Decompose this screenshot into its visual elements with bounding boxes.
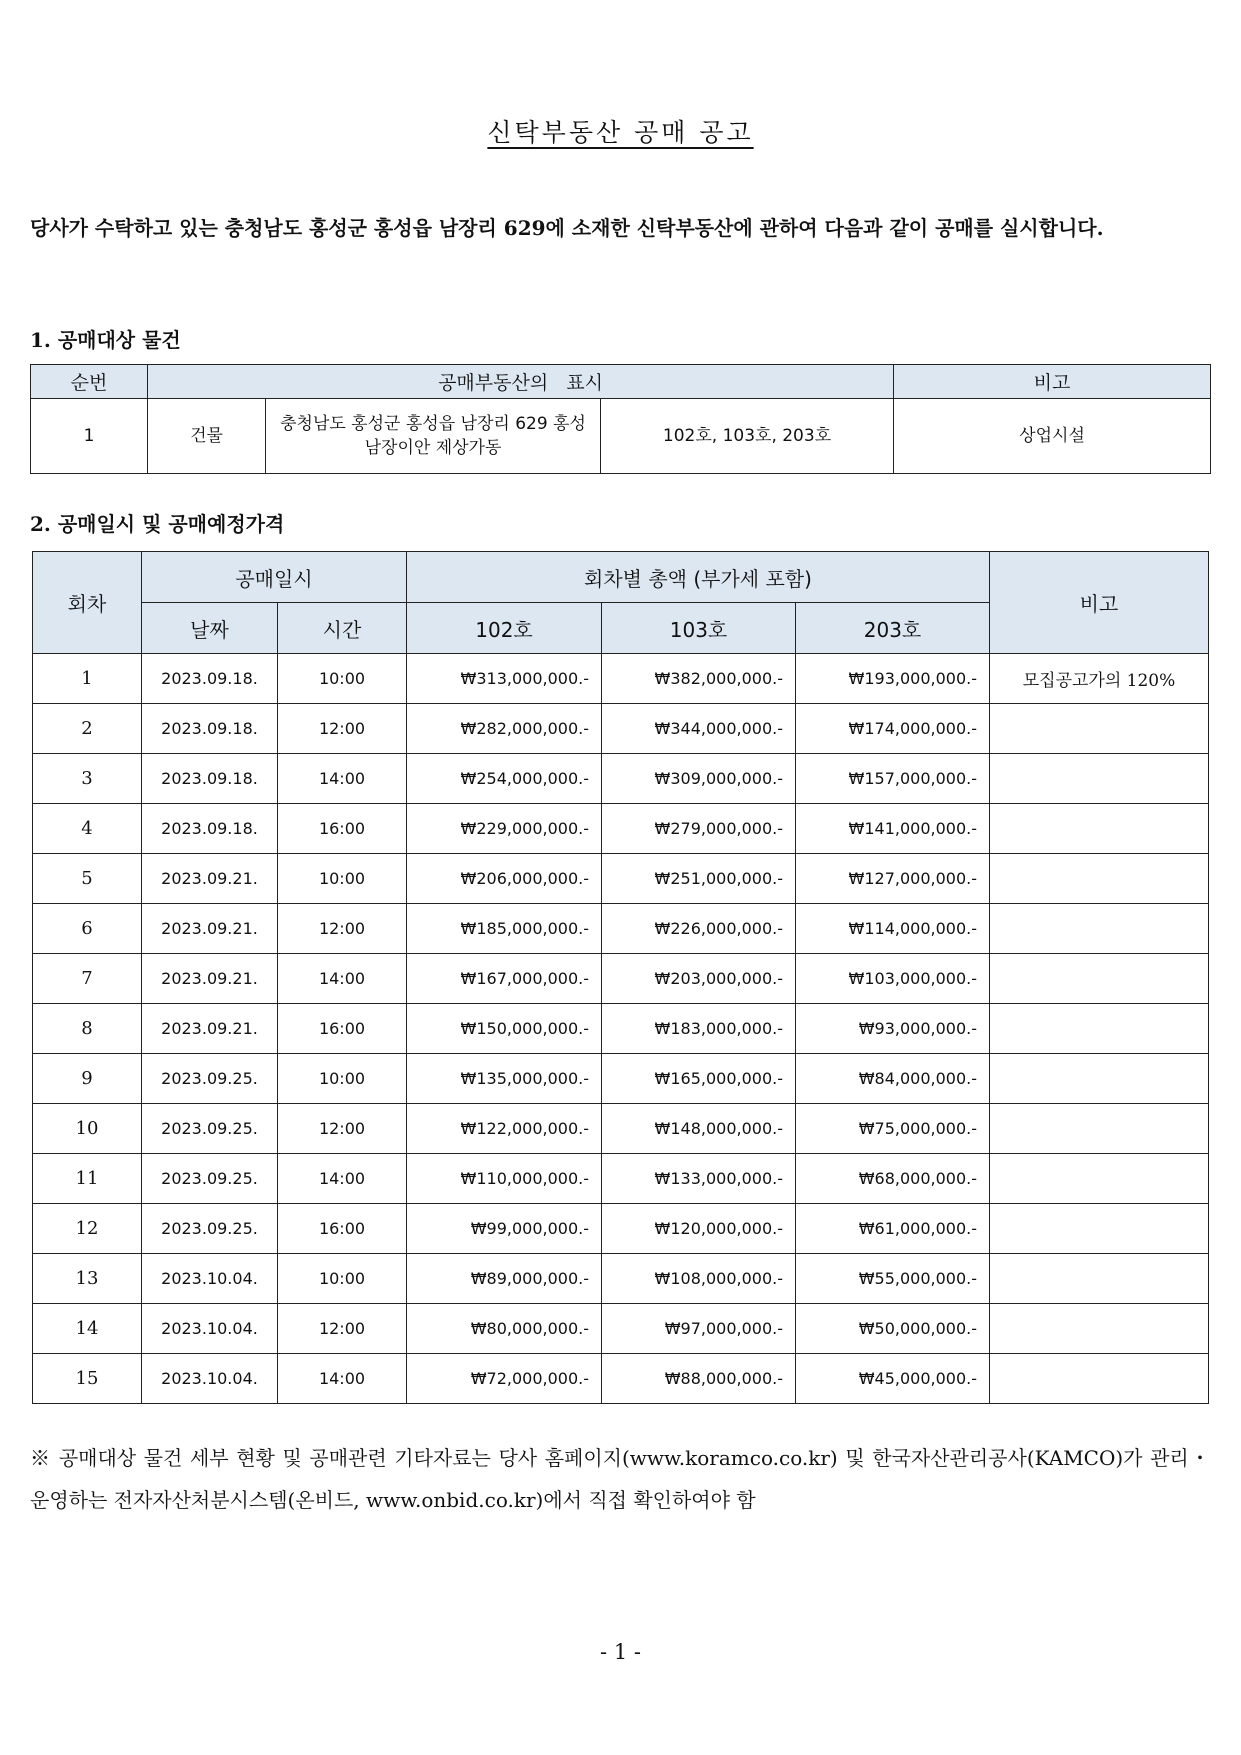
time-cell: 12:00 [278, 1104, 407, 1154]
date-cell: 2023.09.25. [142, 1104, 278, 1154]
header-time: 시간 [278, 603, 407, 654]
header-unit-103: 103호 [602, 603, 796, 654]
price-102-cell: ₩80,000,000.- [407, 1304, 602, 1354]
time-cell: 10:00 [278, 1254, 407, 1304]
price-102-cell: ₩229,000,000.- [407, 804, 602, 854]
page-title: 신탁부동산 공매 공고 [487, 118, 754, 147]
header-unit-102: 102호 [407, 603, 602, 654]
price-103-cell: ₩183,000,000.- [602, 1004, 796, 1054]
price-103-cell: ₩97,000,000.- [602, 1304, 796, 1354]
price-102-cell: ₩206,000,000.- [407, 854, 602, 904]
date-cell: 2023.09.25. [142, 1054, 278, 1104]
header-datetime: 공매일시 [142, 552, 407, 603]
date-cell: 2023.09.21. [142, 904, 278, 954]
price-203-cell: ₩50,000,000.- [796, 1304, 990, 1354]
table-row [33, 1154, 1209, 1204]
price-203-cell: ₩103,000,000.- [796, 954, 990, 1004]
price-103-cell: ₩108,000,000.- [602, 1254, 796, 1304]
table-row [33, 654, 1209, 704]
remark-cell [990, 1104, 1209, 1154]
round-cell: 2 [33, 704, 142, 754]
price-203-cell: ₩114,000,000.- [796, 904, 990, 954]
table-row [33, 1054, 1209, 1104]
price-102-cell: ₩99,000,000.- [407, 1204, 602, 1254]
price-203-cell: ₩157,000,000.- [796, 754, 990, 804]
round-cell: 14 [33, 1304, 142, 1354]
time-cell: 14:00 [278, 754, 407, 804]
time-cell: 12:00 [278, 1304, 407, 1354]
round-cell: 12 [33, 1204, 142, 1254]
date-cell: 2023.09.18. [142, 654, 278, 704]
time-cell: 12:00 [278, 904, 407, 954]
property-units: 102호, 103호, 203호 [601, 399, 894, 474]
date-cell: 2023.10.04. [142, 1304, 278, 1354]
table-row [33, 1354, 1209, 1404]
round-cell: 13 [33, 1254, 142, 1304]
header-unit-203: 203호 [796, 603, 990, 654]
remark-cell [990, 854, 1209, 904]
price-102-cell: ₩150,000,000.- [407, 1004, 602, 1054]
price-203-cell: ₩93,000,000.- [796, 1004, 990, 1054]
auction-schedule-table [32, 551, 1209, 1404]
round-cell: 3 [33, 754, 142, 804]
remark-cell [990, 1054, 1209, 1104]
price-103-cell: ₩88,000,000.- [602, 1354, 796, 1404]
property-remark: 상업시설 [894, 399, 1211, 474]
price-203-cell: ₩75,000,000.- [796, 1104, 990, 1154]
price-102-cell: ₩89,000,000.- [407, 1254, 602, 1304]
property-row [31, 399, 1211, 474]
round-cell: 1 [33, 654, 142, 704]
time-cell: 16:00 [278, 804, 407, 854]
page-number: - 1 - [600, 1640, 641, 1664]
header-remark: 비고 [990, 552, 1209, 654]
header-total: 회차별 총액 (부가세 포함) [407, 552, 990, 603]
round-cell: 4 [33, 804, 142, 854]
price-102-cell: ₩110,000,000.- [407, 1154, 602, 1204]
price-102-cell: ₩122,000,000.- [407, 1104, 602, 1154]
round-cell: 8 [33, 1004, 142, 1054]
price-203-cell: ₩55,000,000.- [796, 1254, 990, 1304]
remark-cell [990, 1304, 1209, 1354]
remark-cell [990, 954, 1209, 1004]
table-row [33, 954, 1209, 1004]
price-102-cell: ₩72,000,000.- [407, 1354, 602, 1404]
header-date: 날짜 [142, 603, 278, 654]
time-cell: 16:00 [278, 1204, 407, 1254]
round-cell: 9 [33, 1054, 142, 1104]
header-no: 순번 [31, 365, 148, 399]
table-row [33, 754, 1209, 804]
date-cell: 2023.09.25. [142, 1154, 278, 1204]
remark-cell [990, 704, 1209, 754]
round-cell: 10 [33, 1104, 142, 1154]
table-row [33, 904, 1209, 954]
table-row [33, 704, 1209, 754]
remark-cell: 모집공고가의 120% [990, 654, 1209, 704]
date-cell: 2023.09.25. [142, 1204, 278, 1254]
price-102-cell: ₩185,000,000.- [407, 904, 602, 954]
date-cell: 2023.10.04. [142, 1354, 278, 1404]
price-103-cell: ₩165,000,000.- [602, 1054, 796, 1104]
time-cell: 10:00 [278, 654, 407, 704]
price-203-cell: ₩68,000,000.- [796, 1154, 990, 1204]
price-203-cell: ₩127,000,000.- [796, 854, 990, 904]
price-103-cell: ₩344,000,000.- [602, 704, 796, 754]
date-cell: 2023.09.18. [142, 804, 278, 854]
date-cell: 2023.09.21. [142, 854, 278, 904]
round-cell: 15 [33, 1354, 142, 1404]
property-no: 1 [31, 399, 148, 474]
round-cell: 7 [33, 954, 142, 1004]
time-cell: 14:00 [278, 1154, 407, 1204]
price-103-cell: ₩251,000,000.- [602, 854, 796, 904]
remark-cell [990, 904, 1209, 954]
price-102-cell: ₩313,000,000.- [407, 654, 602, 704]
table-row [33, 804, 1209, 854]
remark-cell [990, 754, 1209, 804]
price-103-cell: ₩120,000,000.- [602, 1204, 796, 1254]
remark-cell [990, 1254, 1209, 1304]
time-cell: 14:00 [278, 954, 407, 1004]
price-103-cell: ₩382,000,000.- [602, 654, 796, 704]
header-display: 공매부동산의 표시 [148, 365, 894, 399]
auction-property-table [30, 364, 1211, 474]
table-row [33, 854, 1209, 904]
remark-cell [990, 1154, 1209, 1204]
time-cell: 10:00 [278, 1054, 407, 1104]
price-103-cell: ₩148,000,000.- [602, 1104, 796, 1154]
price-203-cell: ₩193,000,000.- [796, 654, 990, 704]
time-cell: 14:00 [278, 1354, 407, 1404]
price-103-cell: ₩203,000,000.- [602, 954, 796, 1004]
round-cell: 5 [33, 854, 142, 904]
price-203-cell: ₩61,000,000.- [796, 1204, 990, 1254]
table-row [33, 1254, 1209, 1304]
section1-heading: 1. 공매대상 물건 [30, 328, 181, 352]
round-cell: 6 [33, 904, 142, 954]
price-103-cell: ₩226,000,000.- [602, 904, 796, 954]
price-102-cell: ₩135,000,000.- [407, 1054, 602, 1104]
remark-cell [990, 1204, 1209, 1254]
price-203-cell: ₩174,000,000.- [796, 704, 990, 754]
price-103-cell: ₩279,000,000.- [602, 804, 796, 854]
price-102-cell: ₩282,000,000.- [407, 704, 602, 754]
remark-cell [990, 1354, 1209, 1404]
table-row [33, 1204, 1209, 1254]
price-203-cell: ₩45,000,000.- [796, 1354, 990, 1404]
date-cell: 2023.09.18. [142, 704, 278, 754]
table-row [33, 1104, 1209, 1154]
remark-cell [990, 1004, 1209, 1054]
price-103-cell: ₩309,000,000.- [602, 754, 796, 804]
price-103-cell: ₩133,000,000.- [602, 1154, 796, 1204]
date-cell: 2023.09.21. [142, 1004, 278, 1054]
date-cell: 2023.10.04. [142, 1254, 278, 1304]
schedule-body [33, 654, 1209, 1404]
property-address: 충청남도 홍성군 홍성읍 남장리 629 홍성남장이안 제상가동 [266, 399, 601, 474]
table-row [33, 1304, 1209, 1354]
footnote: ※ 공매대상 물건 세부 현황 및 공매관련 기타자료는 당사 홈페이지(www.koramco.co.kr) 및 한국자산관리공사(KAMCO)가 관리・운영하는 전자자산처분시스템(온비드, www.onbid.co.kr)에서 직접 확인하여야 함 [30, 1446, 1210, 1512]
property-type: 건물 [148, 399, 266, 474]
section2-heading: 2. 공매일시 및 공매예정가격 [30, 512, 285, 536]
date-cell: 2023.09.21. [142, 954, 278, 1004]
remark-cell [990, 804, 1209, 854]
price-102-cell: ₩254,000,000.- [407, 754, 602, 804]
header-remark: 비고 [894, 365, 1211, 399]
intro-paragraph: 당사가 수탁하고 있는 충청남도 홍성군 홍성읍 남장리 629에 소재한 신탁부동산에 관하여 다음과 같이 공매를 실시합니다. [30, 216, 1104, 240]
time-cell: 10:00 [278, 854, 407, 904]
price-203-cell: ₩84,000,000.- [796, 1054, 990, 1104]
table-row [33, 1004, 1209, 1054]
header-round: 회차 [33, 552, 142, 654]
price-102-cell: ₩167,000,000.- [407, 954, 602, 1004]
time-cell: 16:00 [278, 1004, 407, 1054]
date-cell: 2023.09.18. [142, 754, 278, 804]
round-cell: 11 [33, 1154, 142, 1204]
time-cell: 12:00 [278, 704, 407, 754]
price-203-cell: ₩141,000,000.- [796, 804, 990, 854]
